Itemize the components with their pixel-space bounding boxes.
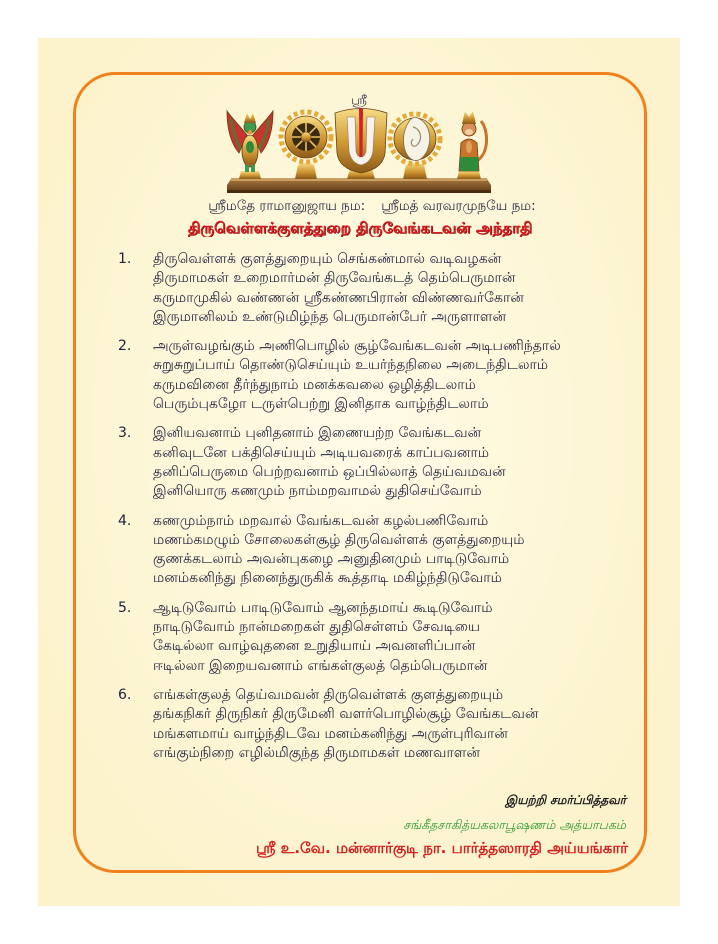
stanza-number: 2. bbox=[118, 338, 132, 355]
verse-line: நாடிடுவோம் நான்மறைகள் துதிசெள்ளம் சேவடியை bbox=[153, 619, 480, 636]
verse-line: திருவெள்ளக் குளத்துறையும் செங்கண்மால் வடிவழகன் bbox=[153, 251, 502, 267]
credit-label: இயற்றி சமர்ப்பித்தவர் bbox=[505, 793, 626, 807]
stanza-number: 1. bbox=[118, 251, 132, 267]
salutation-part-2: ஸ்ரீமத் வரவரமுநயே நம: bbox=[381, 198, 536, 214]
stanza-3 bbox=[118, 424, 638, 501]
verse-line: ஆடிடுவோம் பாடிடுவோம் ஆனந்தமாய் கூடிடுவோம் bbox=[153, 599, 493, 616]
poem-title: திருவெள்ளக்குளத்துறை திருவேங்கடவன் அந்தாதி bbox=[187, 219, 533, 237]
emblem-base bbox=[227, 178, 491, 193]
verse-line: திருமாமகள் உறைமார்மன் திருவேங்கடத் தெம்பெருமான் bbox=[153, 270, 516, 287]
stanza-6 bbox=[118, 686, 638, 763]
stanza-5 bbox=[118, 599, 638, 676]
hanuman-icon bbox=[457, 111, 487, 179]
verse-line: தங்கநிகர் திருநிகர் திருமேனி வளர்பொழில்சூழ் வேங்கடவன் bbox=[153, 706, 539, 723]
verse-line: இருமானிலம் உண்டுமிழ்ந்த பெருமான்பேர் அருளாளன் bbox=[153, 308, 507, 325]
verse-line: கருமவினை தீர்ந்துநாம் மனக்கவலை ஒழித்திடலாம் bbox=[153, 376, 476, 393]
verse-line: இனியவனாம் புனிதனாம் இணையற்ற வேங்கடவன் bbox=[153, 425, 482, 442]
stanza-number: 3. bbox=[118, 425, 132, 442]
stanza-number: 6. bbox=[118, 686, 132, 703]
stanza-number: 4. bbox=[118, 512, 132, 529]
verse-line: அருள்வழங்கும் அணிபொழில் சூழ்வேங்கடவன் அடிபணிந்தால் bbox=[153, 338, 561, 355]
salutation-part-1: ஸ்ரீமதே ராமானுஜாய நம: bbox=[208, 198, 366, 214]
stanza-number: 5. bbox=[118, 599, 132, 616]
stanza-1 bbox=[118, 250, 638, 327]
verse-line: கனிவுடனே பக்திசெய்யும் அடியவரைக் காப்பவனாம் bbox=[153, 444, 490, 461]
namam-icon bbox=[335, 108, 387, 179]
shankha-icon bbox=[390, 114, 440, 179]
garuda-icon bbox=[227, 111, 273, 179]
verse-line: கேடில்லா வாழ்வுதனை உறுதியாய் அவனளிப்பான் bbox=[153, 638, 476, 655]
verse-line: இனியொரு கணமும் நாம்மறவாமல் துதிசெய்வோம் bbox=[153, 483, 482, 500]
salutation-line bbox=[100, 197, 644, 215]
stanza-2 bbox=[118, 337, 638, 414]
verse-line: குணக்கடலாம் அவன்புகழை அனுதினமும் பாடிடுவோம் bbox=[153, 551, 510, 568]
verse-line: மங்களமாய் வாழ்ந்திடவே மனம்கனிந்து அருள்புரிவான் bbox=[153, 725, 508, 742]
stanza-4 bbox=[118, 512, 638, 589]
author-name: ஸ்ரீ உ.வே. மன்னார்குடி நா. பார்த்தஸாரதி அய்யங்கார் bbox=[256, 839, 628, 857]
vaishnava-emblem bbox=[225, 107, 493, 193]
verse-line: எங்கள்குலத் தெய்வமவன் திருவெள்ளக் குளத்துறையும் bbox=[153, 686, 504, 703]
invocation-text: ஸ்ரீ bbox=[351, 93, 367, 107]
verse-line: ஈடில்லா இறையவனாம் எங்கள்குலத் தெம்பெருமான் bbox=[153, 657, 488, 674]
verse-line: சுறுசுறுப்பாய் தொண்டுசெய்யும் உயர்ந்தநிலை அடைந்திடலாம் bbox=[153, 357, 549, 374]
poem-body bbox=[118, 250, 638, 773]
verse-line: மனம்கனிந்து நினைந்துருகிக் கூத்தாடி மகிழ்ந்திடுவோம் bbox=[153, 570, 502, 587]
verse-line: மணம்கமழும் சோலைகள்சூழ் திருவெள்ளக் குளத்துறையும் bbox=[153, 531, 525, 548]
verse-line: கருமாமுகில் வண்ணன் ஸ்ரீகண்ணபிரான் விண்ணவர்கோன் bbox=[153, 289, 524, 306]
verse-line: தனிப்பெருமை பெற்றவனாம் ஒப்பில்லாத் தெய்வமவன் bbox=[153, 463, 506, 480]
author-honorific: சங்கீதசாகித்யகலாபூஷணம் அத்யாபகம் bbox=[403, 817, 626, 832]
verse-line: பெரும்புகழோ டருள்பெற்று இனிதாக வாழ்ந்திடலாம் bbox=[153, 396, 489, 413]
chakra-icon bbox=[281, 112, 331, 179]
verse-line: கணமும்நாம் மறவால் வேங்கடவன் கழல்பணிவோம் bbox=[153, 512, 489, 529]
verse-line: எங்கும்நிறை எழில்மிகுந்த திருமாமகள் மணவாளன் bbox=[153, 744, 480, 761]
